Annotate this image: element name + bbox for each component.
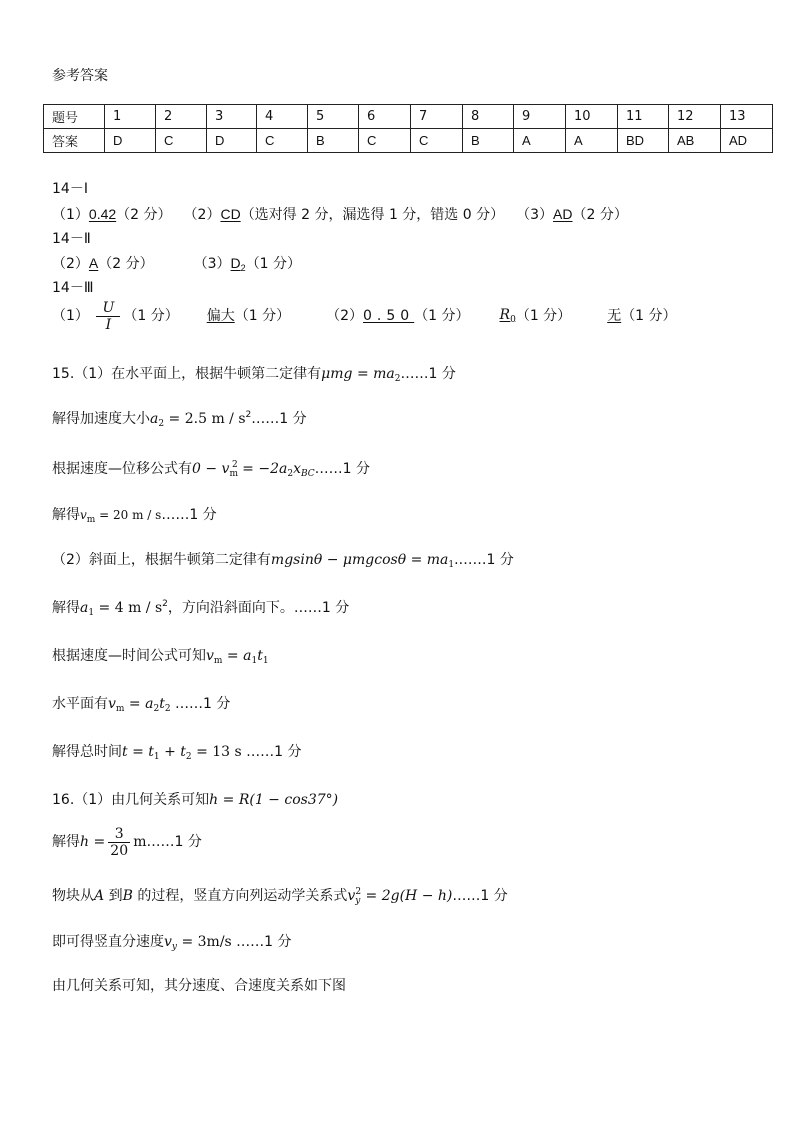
table-cell: 1 <box>105 105 156 129</box>
q15-line-9: 解得总时间$t = t_1 + t_2 = 13$ s ……1 分 <box>52 744 302 762</box>
table-cell: AB <box>669 129 721 153</box>
table-cell: A <box>514 129 566 153</box>
answer-pianda: 偏大 <box>206 308 235 325</box>
equation: $0 - v_m^2 = -2a_2x_{BC}$ <box>192 460 315 479</box>
equation: h = R(1 − cos37°) <box>209 792 339 808</box>
q16-line-3: 物块从A 到B 的过程，竖直方向列运动学关系式$v_y^2 = 2g(H$ − h)……1 分 <box>52 887 508 906</box>
table-cell: C <box>156 129 207 153</box>
table-cell: BD <box>618 129 669 153</box>
table-cell: 13 <box>721 105 773 129</box>
q16-line-1: 16.（1）由几何关系可知h = R(1 − cos37°) <box>52 792 339 808</box>
table-cell: 3 <box>207 105 257 129</box>
table-cell: 4 <box>257 105 308 129</box>
answer-d2: $D_2$ <box>230 255 246 273</box>
q15-line-1: 15.（1）在水平面上，根据牛顿第二定律有$\mu mg = ma_2\dots\dots 1$ 分 <box>52 366 456 384</box>
table-cell: C <box>411 129 463 153</box>
table-cell: D <box>207 129 257 153</box>
q14-part2-title: 14－Ⅱ <box>52 231 91 247</box>
q14-part3-answers: （1） $\frac{U}{I}$ （1 分） 偏大（1 分） （2）0.50（1 分） $R_0(1$ 分） 无（1 分） <box>52 300 677 334</box>
answer-wu: 无 <box>607 308 622 325</box>
table-cell: D <box>105 129 156 153</box>
answer-r0: $R_0$ <box>499 307 516 326</box>
equation: $v_m = a_1t_1$ <box>206 648 269 666</box>
equation: $v_m = a_2t_2$ <box>108 696 171 714</box>
table-cell: C <box>257 129 308 153</box>
question-number-row <box>44 105 773 129</box>
table-cell: 11 <box>618 105 669 129</box>
answer-a: A <box>88 255 99 271</box>
q15-line-8: 水平面有$v_m = a_2t_2$ ……1 分 <box>52 696 231 714</box>
answer-ad: AD <box>553 206 573 222</box>
answer-cd: CD <box>220 206 241 222</box>
equation: $mgsin\theta - \mu mgcos\theta = ma_1$ <box>270 552 455 570</box>
q14-part1-title: 14－Ⅰ <box>52 181 88 197</box>
equation: $v_y^2 = 2g(H - h)$ <box>347 887 453 906</box>
row-label: 答案 <box>44 129 105 153</box>
q15-line-2: 解得加速度大小$a_2 = 2.5$ m / $s^2\dots\dots 1$ 分 <box>52 410 307 429</box>
q16-line-2: 解得h = $\frac{3}{20}$ m……1 分 <box>52 826 202 860</box>
table-cell: 5 <box>308 105 359 129</box>
q15-line-5: （2）斜面上，根据牛顿第二定律有$mgsin\theta - \mu mgcos\theta = ma_1.\dots\dots 1$ 分 <box>52 552 514 570</box>
q15-line-4: 解得$v_m = 20$ m / s……1 分 <box>52 507 217 525</box>
fraction-3-over-20: $\frac{3}{20}$ <box>108 826 130 859</box>
q15-line-7: 根据速度—时间公式可知$v_m = a_1t_1$ <box>52 648 269 666</box>
answer-0-50: 0.50 <box>363 308 415 325</box>
table-cell: 7 <box>411 105 463 129</box>
table-cell: 6 <box>359 105 411 129</box>
table-cell: 8 <box>463 105 514 129</box>
q14-part2-answers: （2）A（2 分） $(3)D_2(1$ 分） <box>52 255 302 273</box>
table-cell: 12 <box>669 105 721 129</box>
answer-row <box>44 129 773 153</box>
equation: $t = t_1 + t_2$ <box>122 744 192 762</box>
answer-0-42: 0.42 <box>88 206 117 222</box>
table-cell: A <box>566 129 618 153</box>
q14-part1-answers: （1）0.42（2 分） （2）CD（选对得 2 分，漏选得 1 分，错选 0 分） （3）AD（2 分） <box>52 206 628 223</box>
equation: $\mu mg = ma_2$ <box>321 366 401 384</box>
fraction-u-over-i: $\frac{U}{I}$ <box>96 300 120 333</box>
q15-line-6: 解得$a_1 = 4$ m / $s^2$，方向沿斜面向下。……1 分 <box>52 599 350 618</box>
table-cell: B <box>463 129 514 153</box>
table-cell: C <box>359 129 411 153</box>
table-cell: 10 <box>566 105 618 129</box>
q16-line-5: 由几何关系可知，其分速度、合速度关系如下图 <box>52 978 346 994</box>
table-cell: 9 <box>514 105 566 129</box>
page-header: 参考答案 <box>52 68 108 84</box>
table-cell: AD <box>721 129 773 153</box>
table-cell: 2 <box>156 105 207 129</box>
row-label: 题号 <box>44 105 105 129</box>
answer-key-table <box>43 104 773 153</box>
q14-part3-title: 14－Ⅲ <box>52 280 94 296</box>
q15-line-3: 根据速度—位移公式有$0 - v_m^2$ = $-2a_2x_{BC}\dots\dots 1$ 分 <box>52 460 371 479</box>
table-cell: B <box>308 129 359 153</box>
q16-line-4: 即可得竖直分速度$v_y = 3m/s$ ……1 分 <box>52 934 292 952</box>
